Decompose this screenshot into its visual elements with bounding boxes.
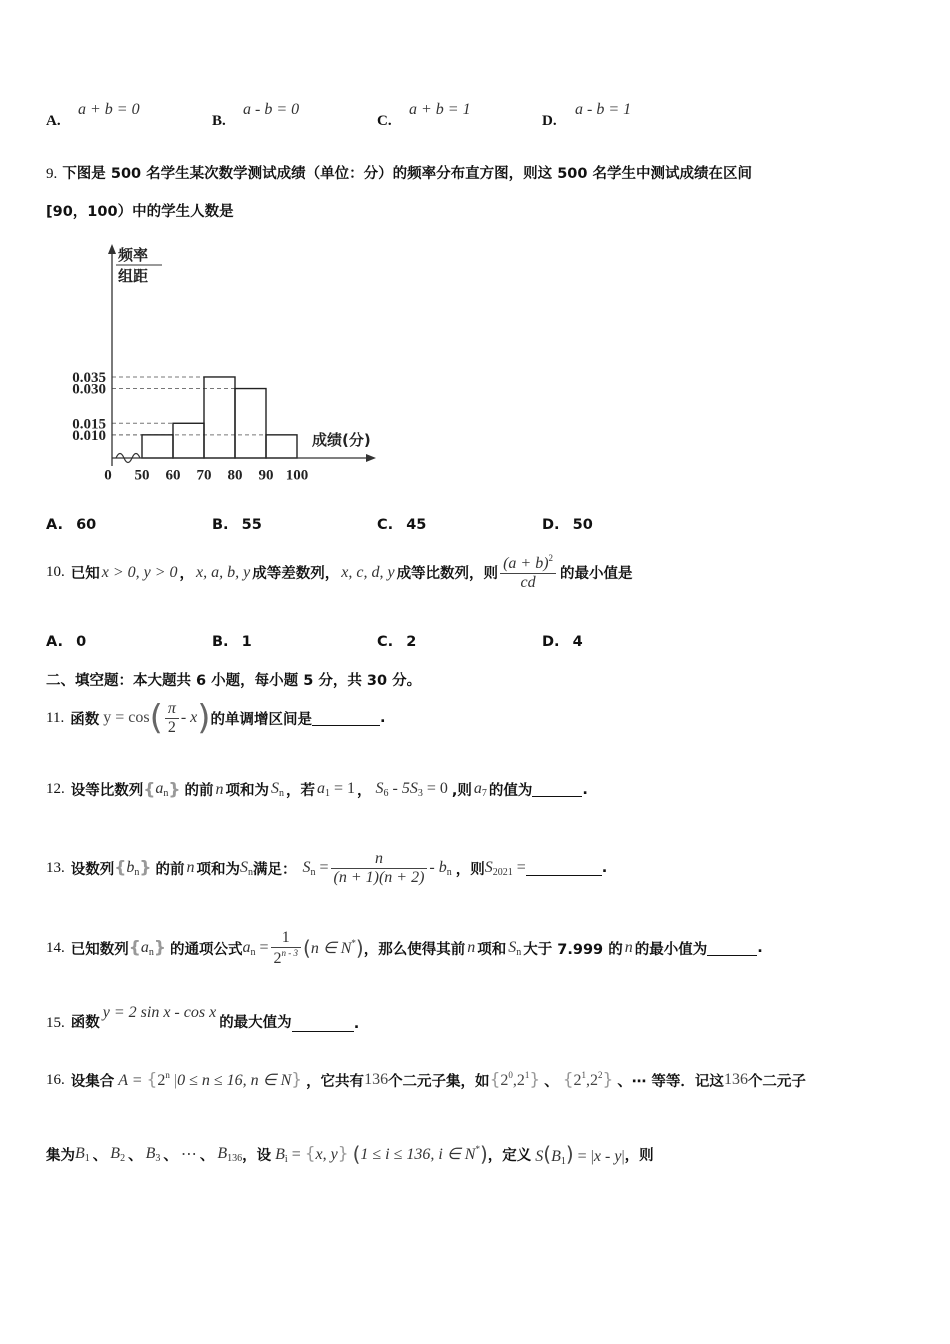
bi-condition: 1 ≤ i ≤ 136, i ∈ N* <box>360 1144 480 1163</box>
fraction-numerator: n <box>331 850 428 869</box>
q14-sum: $S_n$ <box>508 938 522 958</box>
x-tick-label: 90 <box>258 467 274 483</box>
q13-text-1: 设数列 <box>70 861 115 878</box>
brace-left: { <box>114 858 127 878</box>
q12-text-2: 的前 <box>184 783 214 799</box>
q16-line1 <box>46 1060 806 1100</box>
exponent: 2 <box>548 553 554 563</box>
option-letter: C. <box>377 517 394 533</box>
option-letter: B. <box>212 113 226 129</box>
q10-option-d <box>542 634 583 650</box>
q13-n: n <box>186 859 195 876</box>
question-number: 10. <box>46 564 65 580</box>
q12-text-6: ,则 <box>451 783 472 799</box>
answer-blank[interactable] <box>532 782 582 797</box>
q12-text-3: 项和为 <box>225 783 269 799</box>
q9-option-c <box>377 517 426 533</box>
brace-right: } <box>153 938 166 958</box>
q13-stem <box>46 840 607 896</box>
option-value: 0 <box>76 634 87 650</box>
option-value: 4 <box>572 634 583 650</box>
brace-left: { <box>128 938 141 958</box>
question-number: 12. <box>46 781 65 797</box>
answer-blank[interactable] <box>312 711 380 726</box>
question-number: 14. <box>46 939 65 956</box>
q9-line1 <box>46 162 752 183</box>
option-letter: B. <box>212 634 229 650</box>
q16-set-a: A = {2$^n$ |0 ≤ n ≤ 16, n ∈ N} <box>118 1070 303 1090</box>
y-tick-label: 0.030 <box>72 381 106 398</box>
q15-stem <box>46 1002 359 1032</box>
q16-text-5: 个二元子 <box>747 1073 806 1090</box>
paren-right: ) <box>197 698 211 738</box>
q15-end: . <box>353 1016 360 1032</box>
question-text: 下图是 500 名学生某次数学测试成绩（单位：分）的频率分布直方图，则这 500 名学生中测试成绩在区间 <box>62 166 753 182</box>
paren-left: ( <box>303 936 311 960</box>
answer-blank[interactable] <box>526 861 602 876</box>
q14-text-2: 的通项公式 <box>169 941 243 958</box>
q10-geo-seq: x, c, d, y <box>341 563 395 581</box>
q8-option-d <box>542 110 557 130</box>
q16-l2-text-4: ，则 <box>624 1147 654 1164</box>
q12-text-5: ， <box>357 783 372 799</box>
q14-stem <box>46 920 763 976</box>
q12-text-1: 设等比数列 <box>70 783 144 799</box>
histogram-bar <box>266 435 297 458</box>
q16-text-2: ，它共有 <box>306 1073 365 1090</box>
option-letter: A. <box>46 517 63 533</box>
q8-option-b-expr: a - b = 0 <box>243 101 300 118</box>
q9-option-b <box>212 517 262 533</box>
q10-fraction <box>500 553 556 592</box>
q16-count: 136 <box>364 1071 389 1088</box>
option-value: 55 <box>241 517 262 533</box>
q13-s2021: $S_{2021}$ = <box>484 858 526 878</box>
q9-line2: [90，100）中的学生人数是 <box>46 204 234 220</box>
option-letter: A. <box>46 113 61 129</box>
q16-sep: 、 <box>544 1073 559 1090</box>
q8-option-c <box>377 110 392 130</box>
ellipsis: ⋯ <box>180 1146 197 1163</box>
q14-n: n <box>467 939 476 956</box>
histogram-bar <box>204 377 235 458</box>
q15-text-1: 函数 <box>70 1015 100 1031</box>
x-axis-label: 成绩(分) <box>312 431 371 449</box>
q10-option-a <box>46 634 86 650</box>
q11-fraction <box>165 700 179 737</box>
y-tick-label: 0.035 <box>72 369 106 386</box>
q16-count-2: 136 <box>723 1071 748 1088</box>
option-letter: C. <box>377 634 394 650</box>
b3: $B_3$ <box>145 1144 161 1164</box>
option-letter: D. <box>542 634 560 650</box>
question-number: 16. <box>46 1071 65 1088</box>
fraction-denominator: 2 <box>167 718 176 736</box>
q15-text-2: 的最大值为 <box>219 1015 292 1031</box>
q12-n: n <box>215 780 224 798</box>
x-tick-label: 60 <box>165 467 181 483</box>
option-letter: C. <box>377 113 392 129</box>
option-letter: D. <box>542 113 557 129</box>
fraction-numerator: (a + b) <box>503 555 549 572</box>
q14-text-5: 大于 7.999 的 <box>523 941 623 958</box>
q11-text-1: 函数 <box>70 711 100 728</box>
q14-lhs: $a_n$ = <box>242 938 269 958</box>
separator: 、 <box>199 1147 215 1164</box>
q10-text-5: 的最小值是 <box>560 566 633 582</box>
q13-end: . <box>601 860 608 876</box>
q9-option-a <box>46 517 96 533</box>
q16-l2-text-2: ，设 <box>242 1147 272 1164</box>
x-tick-label: 100 <box>285 467 309 483</box>
separator: 、 <box>128 1147 143 1164</box>
paren-left: ( <box>352 1142 361 1166</box>
q13-text-3: 项和为 <box>196 861 240 878</box>
option-letter: B. <box>212 517 229 533</box>
paren-right: ) <box>479 1142 488 1166</box>
fraction-denominator: (n + 1)(n + 2) <box>333 868 425 886</box>
q16-example-2: $\{2^1,2^2\}$ <box>562 1070 614 1090</box>
option-letter: D. <box>542 517 560 533</box>
bi-definition: $B_i = \{x$, y} <box>275 1143 349 1165</box>
q16-line2 <box>46 1134 654 1174</box>
q16-l2-text-1: 集为 <box>46 1147 75 1164</box>
q12-sum: $S_n$ <box>270 780 284 799</box>
q13-text-2: 的前 <box>155 861 185 878</box>
b2: $B_2$ <box>110 1144 126 1164</box>
q10-text-4: 成等比数列，则 <box>396 566 499 582</box>
q14-text-4: 项和 <box>477 941 507 958</box>
q14-fraction <box>271 929 302 968</box>
q11-end: . <box>380 710 386 726</box>
separator: 、 <box>163 1147 178 1164</box>
q14-text-6: 的最小值为 <box>634 941 708 958</box>
x-tick-label: 70 <box>196 467 212 483</box>
q13-sum: $S_n$ <box>239 858 253 878</box>
q14-n2: n <box>624 939 633 956</box>
q9-option-d <box>542 517 593 533</box>
q16-text-1: 设集合 <box>70 1073 115 1090</box>
paren-right: ) <box>355 936 364 960</box>
option-value: 50 <box>572 517 593 533</box>
q16-example-1: $\{2^0,2^1\}$ <box>489 1070 541 1090</box>
separator: 、 <box>92 1147 108 1164</box>
origin-label: 0 <box>104 467 112 483</box>
histogram-bar <box>235 389 266 458</box>
q13-text-5: ，则 <box>455 861 485 878</box>
sequence: $a_n$ <box>155 780 169 799</box>
fraction-numerator: 1 <box>271 929 302 948</box>
q12-a7: $a_7$ <box>473 780 487 799</box>
q13-text-4: 满足： <box>252 861 297 878</box>
q12-cond-2: $S_6 - 5S_3 = 0$ <box>375 780 448 799</box>
brace-right: } <box>168 779 181 800</box>
option-value: 60 <box>76 517 97 533</box>
q12-stem <box>46 779 588 800</box>
x-tick-label: 80 <box>227 467 243 483</box>
q8-option-c-expr: a + b = 1 <box>409 101 471 118</box>
fraction-numerator: π <box>165 700 179 719</box>
option-value: 1 <box>241 634 252 650</box>
histogram-bar <box>173 423 204 458</box>
q10-option-c <box>377 634 416 650</box>
b136: $B_{136}$ <box>217 1144 243 1164</box>
y-tick-label: 0.015 <box>72 416 106 433</box>
q11-text-2: 的单调增区间是 <box>210 711 313 728</box>
q12-text-4: ，若 <box>285 783 315 799</box>
q8-option-b <box>212 110 226 130</box>
y-axis-label-bottom: 组距 <box>118 267 149 285</box>
question-number: 13. <box>46 859 65 876</box>
q12-cond-1: $a_1 = 1$ <box>316 780 355 799</box>
frequency-histogram <box>40 238 385 483</box>
q11-expr-tail: - x <box>180 709 198 726</box>
q14-text-1: 已知数列 <box>70 941 129 958</box>
q15-expr: y = 2 sin x - cos x <box>102 1004 217 1021</box>
option-value: 45 <box>406 517 427 533</box>
fraction-denominator: 2$^{n - 3}$ <box>273 947 298 967</box>
q11-stem <box>46 695 386 741</box>
x-axis-arrow <box>366 454 376 462</box>
q8-option-a-expr: a + b = 0 <box>78 101 140 118</box>
q16-text-4: 、⋯ 等等．记这 <box>617 1073 724 1090</box>
q8-option-a <box>46 110 61 130</box>
sequence: $b_n$ <box>126 858 140 878</box>
q10-text-2: ， <box>179 566 195 582</box>
q10-stem <box>46 553 633 592</box>
q16-text-3: 个二元子集，如 <box>388 1073 490 1090</box>
q13-lhs: $S_n$ = <box>302 858 329 878</box>
brace-left: { <box>143 779 156 800</box>
option-letter: A. <box>46 634 63 650</box>
q12-text-7: 的值为 <box>488 783 533 799</box>
q14-text-3: ，那么使得其前 <box>363 941 466 958</box>
histogram-bar <box>142 435 173 458</box>
option-value: 2 <box>406 634 417 650</box>
q8-option-d-expr: a - b = 1 <box>575 101 632 118</box>
q14-end: . <box>757 940 763 956</box>
q10-condition: x > 0, y > 0 <box>101 563 178 581</box>
q10-arith-seq: x, a, b, y <box>196 563 251 581</box>
q16-l2-text-3: ，定义 <box>487 1147 532 1164</box>
q12-end: . <box>582 781 588 798</box>
sequence: $a_n$ <box>140 938 154 958</box>
question-number: 9. <box>46 166 58 182</box>
q10-text-1: 已知 <box>70 566 100 582</box>
answer-blank[interactable] <box>707 941 757 956</box>
q11-expr: y = cos <box>103 709 150 726</box>
y-axis-arrow <box>108 244 116 254</box>
fraction-denominator: cd <box>520 574 536 591</box>
b1: $B_1$ <box>75 1144 90 1164</box>
y-axis-label-top: 频率 <box>118 246 149 264</box>
question-number: 15. <box>46 1015 65 1031</box>
answer-blank[interactable] <box>292 1017 354 1032</box>
question-number: 11. <box>46 709 65 726</box>
x-tick-label: 50 <box>134 467 150 483</box>
y-tick-label: 0.010 <box>72 427 106 444</box>
q14-condition: n ∈ N* <box>310 938 356 957</box>
s-definition: $S(B_1) = |x - y|$ <box>535 1141 625 1167</box>
paren-left: ( <box>149 698 163 738</box>
q10-text-3: 成等差数列， <box>252 566 340 582</box>
brace-right: } <box>139 858 152 878</box>
section-heading: 二、填空题：本大题共 6 小题，每小题 5 分，共 30 分。 <box>46 673 422 689</box>
q13-rhs: - $b_n$ <box>429 858 452 878</box>
q10-option-b <box>212 634 252 650</box>
q13-fraction <box>331 850 428 887</box>
